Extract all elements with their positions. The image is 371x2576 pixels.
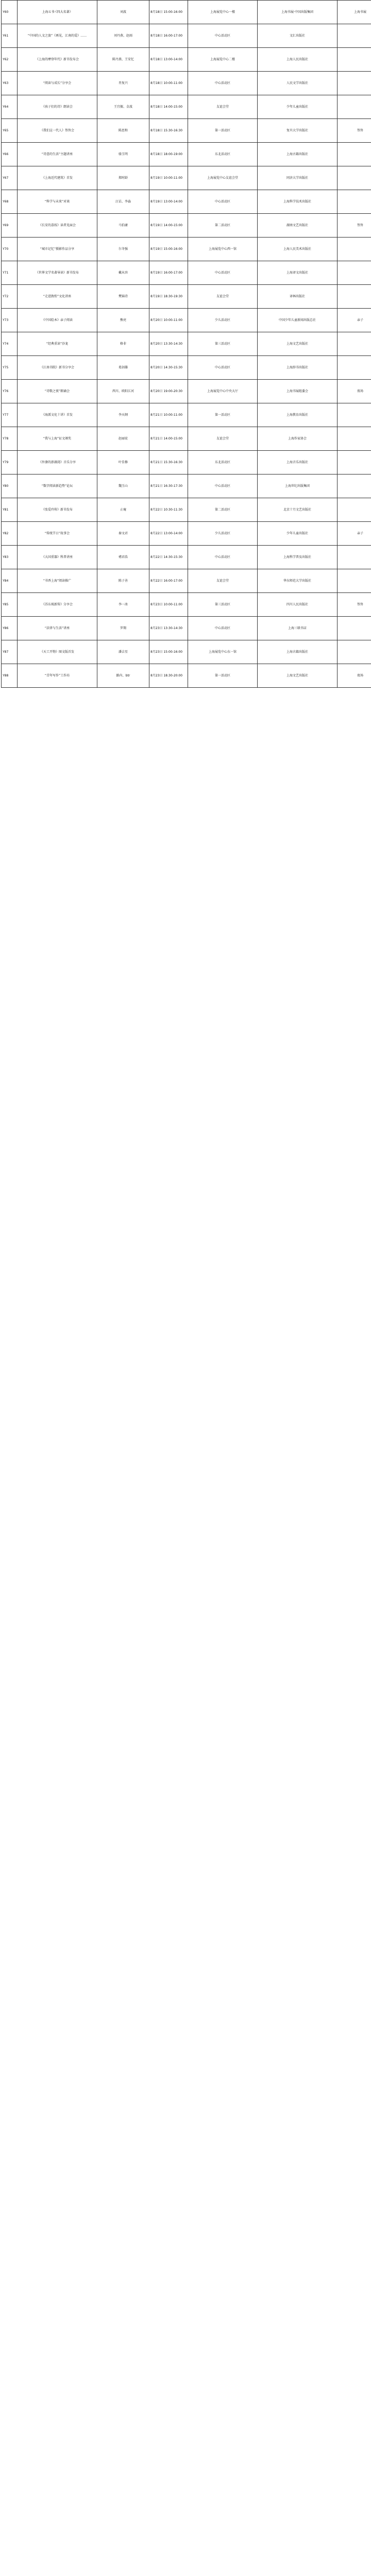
cell-time: 8月18日 13:00-14:00 bbox=[149, 48, 188, 72]
cell-title: “数字阅读新趋势”论坛 bbox=[18, 474, 97, 498]
cell-org: 上海文艺出版社 bbox=[258, 664, 338, 688]
cell-org: 上海音乐出版社 bbox=[258, 451, 338, 474]
cell-note bbox=[338, 617, 371, 640]
cell-guest: 止庵 bbox=[97, 498, 149, 522]
cell-time: 8月19日 18:30-19:30 bbox=[149, 285, 188, 309]
cell-guest: 汪诘、李淼 bbox=[97, 190, 149, 214]
cell-org: 北京十月文艺出版社 bbox=[258, 498, 338, 522]
cell-org: 上海古籍出版社 bbox=[258, 143, 338, 166]
cell-title: 《孩子们的诗》朗读会 bbox=[18, 95, 97, 119]
cell-venue: 第二活动区 bbox=[188, 498, 258, 522]
cell-guest: 格非 bbox=[97, 332, 149, 356]
cell-guest: 刘波 bbox=[97, 1, 149, 24]
cell-guest: 骆玉明 bbox=[97, 143, 149, 166]
cell-id: Y80 bbox=[2, 474, 18, 498]
cell-note: 上海书展 bbox=[338, 1, 371, 24]
cell-org: 上海书展·中国出版集团 bbox=[258, 1, 338, 24]
cell-id: Y61 bbox=[2, 24, 18, 48]
cell-note bbox=[338, 238, 371, 261]
cell-note bbox=[338, 498, 371, 522]
cell-title: 《外婆的澎湖湾》音乐分享 bbox=[18, 451, 97, 474]
cell-id: Y72 bbox=[2, 285, 18, 309]
cell-note: 签售 bbox=[338, 593, 371, 617]
cell-time: 8月23日 13:30-14:30 bbox=[149, 617, 188, 640]
cell-org: 上海译文出版社 bbox=[258, 261, 338, 285]
cell-title: 《海派文化十讲》首发 bbox=[18, 403, 97, 427]
cell-title: “书香上海”阅读推广 bbox=[18, 569, 97, 593]
cell-time: 8月19日 16:00-17:00 bbox=[149, 261, 188, 285]
cell-venue: 中心活动区 bbox=[188, 190, 258, 214]
cell-title: “经典重读”沙龙 bbox=[18, 332, 97, 356]
table-row bbox=[2, 522, 371, 546]
cell-id: Y68 bbox=[2, 190, 18, 214]
cell-guest: 王宜振、金波 bbox=[97, 95, 149, 119]
table-row bbox=[2, 332, 371, 356]
cell-title: “中国的人文之旅”《再见，江南的爱》…… bbox=[18, 24, 97, 48]
table-row bbox=[2, 95, 371, 119]
table-row bbox=[2, 24, 371, 48]
cell-time: 8月19日 10:00-11:00 bbox=[149, 166, 188, 190]
cell-title: “城市记忆”摄影作品分享 bbox=[18, 238, 97, 261]
cell-time: 8月20日 13:30-14:30 bbox=[149, 332, 188, 356]
cell-venue: 中心活动区 bbox=[188, 356, 258, 380]
table-row bbox=[2, 617, 371, 640]
cell-title: 上海五书·《四大名著》 bbox=[18, 1, 97, 24]
cell-note bbox=[338, 166, 371, 190]
cell-id: Y73 bbox=[2, 309, 18, 332]
cell-guest: 潘吉星 bbox=[97, 640, 149, 664]
cell-title: 《世界文学名著导读》新书发布 bbox=[18, 261, 97, 285]
cell-title: 《大国重器》科普讲座 bbox=[18, 546, 97, 569]
cell-org: 中国少年儿童新闻出版总社 bbox=[258, 309, 338, 332]
table-row bbox=[2, 569, 371, 593]
cell-id: Y76 bbox=[2, 380, 18, 403]
cell-time: 8月23日 15:00-16:00 bbox=[149, 640, 188, 664]
cell-time: 8月20日 10:00-11:00 bbox=[149, 309, 188, 332]
cell-title: 《上海的摩登年代》新书发布会 bbox=[18, 48, 97, 72]
cell-time: 8月18日 18:00-19:00 bbox=[149, 143, 188, 166]
cell-org: 上海辞书出版社 bbox=[258, 356, 338, 380]
cell-title: “诗意的生活”主题讲座 bbox=[18, 143, 97, 166]
cell-title: 《上海近代建筑》首发 bbox=[18, 166, 97, 190]
cell-venue: 上海展览中心西一馆 bbox=[188, 238, 258, 261]
cell-note bbox=[338, 474, 371, 498]
cell-time: 8月18日 16:00-17:00 bbox=[149, 24, 188, 48]
cell-guest: 陈思和 bbox=[97, 119, 149, 143]
table-row bbox=[2, 380, 371, 403]
cell-org: 上海古籍出版社 bbox=[258, 640, 338, 664]
cell-time: 8月21日 14:00-15:00 bbox=[149, 427, 188, 451]
table-row bbox=[2, 190, 371, 214]
table-row bbox=[2, 119, 371, 143]
cell-org: 上海人民美术出版社 bbox=[258, 238, 338, 261]
cell-guest: 秦文君 bbox=[97, 522, 149, 546]
cell-note: 签售 bbox=[338, 119, 371, 143]
cell-venue: 第一活动区 bbox=[188, 119, 258, 143]
cell-note bbox=[338, 403, 371, 427]
cell-time: 8月21日 15:30-16:30 bbox=[149, 451, 188, 474]
cell-id: Y66 bbox=[2, 143, 18, 166]
cell-id: Y70 bbox=[2, 238, 18, 261]
cell-title: “诗歌之夜”朗诵会 bbox=[18, 380, 97, 403]
cell-guest: 葛剑雄 bbox=[97, 356, 149, 380]
cell-guest: 肖复兴 bbox=[97, 72, 149, 95]
cell-venue: 第一活动区 bbox=[188, 403, 258, 427]
cell-org: 上海三联书店 bbox=[258, 617, 338, 640]
cell-id: Y86 bbox=[2, 617, 18, 640]
cell-venue: 友谊会堂 bbox=[188, 285, 258, 309]
cell-guest: 郑时龄 bbox=[97, 166, 149, 190]
event-schedule-table bbox=[1, 0, 371, 688]
cell-note bbox=[338, 546, 371, 569]
cell-id: Y85 bbox=[2, 593, 18, 617]
cell-org: 华东师范大学出版社 bbox=[258, 569, 338, 593]
cell-time: 8月22日 16:00-17:00 bbox=[149, 569, 188, 593]
cell-org: 人民文学出版社 bbox=[258, 72, 338, 95]
cell-venue: 中心活动区 bbox=[188, 72, 258, 95]
table-row bbox=[2, 143, 371, 166]
cell-guest: 魏玉山 bbox=[97, 474, 149, 498]
cell-title: 《张爱玲传》新书发布 bbox=[18, 498, 97, 522]
cell-id: Y69 bbox=[2, 214, 18, 238]
cell-title: “阅读与成长”分享会 bbox=[18, 72, 97, 95]
cell-guest: 熊亮 bbox=[97, 309, 149, 332]
cell-title: 《江南书院》新书分享会 bbox=[18, 356, 97, 380]
cell-guest: 西川、欧阳江河 bbox=[97, 380, 149, 403]
cell-time: 8月18日 14:00-15:00 bbox=[149, 95, 188, 119]
cell-time: 8月23日 18:30-20:00 bbox=[149, 664, 188, 688]
cell-note: 亲子 bbox=[338, 309, 371, 332]
cell-time: 8月21日 10:00-11:00 bbox=[149, 403, 188, 427]
cell-org: 湖南文艺出版社 bbox=[258, 214, 338, 238]
cell-note bbox=[338, 190, 371, 214]
cell-time: 8月18日 15:00-16:00 bbox=[149, 1, 188, 24]
cell-guest: 马伯庸 bbox=[97, 214, 149, 238]
cell-org: 少年儿童出版社 bbox=[258, 522, 338, 546]
cell-title: “青年写作”工作坊 bbox=[18, 664, 97, 688]
cell-venue: 中心活动区 bbox=[188, 617, 258, 640]
table-row bbox=[2, 72, 371, 95]
cell-note bbox=[338, 143, 371, 166]
cell-id: Y78 bbox=[2, 427, 18, 451]
cell-venue: 上海展览中心中央大厅 bbox=[188, 380, 258, 403]
cell-note bbox=[338, 261, 371, 285]
cell-id: Y74 bbox=[2, 332, 18, 356]
cell-note bbox=[338, 95, 371, 119]
cell-title: “传统节日”故事会 bbox=[18, 522, 97, 546]
table-row bbox=[2, 1, 371, 24]
cell-time: 8月22日 10:30-11:30 bbox=[149, 498, 188, 522]
cell-org: 少年儿童出版社 bbox=[258, 95, 338, 119]
cell-note bbox=[338, 285, 371, 309]
cell-time: 8月22日 13:00-14:00 bbox=[149, 522, 188, 546]
cell-id: Y62 bbox=[2, 48, 18, 72]
schedule-sheet bbox=[1, 0, 370, 688]
cell-id: Y67 bbox=[2, 166, 18, 190]
table-row bbox=[2, 166, 371, 190]
cell-note: 夜场 bbox=[338, 380, 371, 403]
cell-venue: 中心活动区 bbox=[188, 546, 258, 569]
cell-guest: 陈丹燕、王安忆 bbox=[97, 48, 149, 72]
cell-title: “科学与未来”对谈 bbox=[18, 190, 97, 214]
cell-note: 签售 bbox=[338, 214, 371, 238]
cell-org: 同济大学出版社 bbox=[258, 166, 338, 190]
cell-venue: 友谊会堂 bbox=[188, 95, 258, 119]
cell-org: 上海作家协会 bbox=[258, 427, 338, 451]
cell-guest: 陈子善 bbox=[97, 569, 149, 593]
cell-org: 译林出版社 bbox=[258, 285, 338, 309]
cell-id: Y65 bbox=[2, 119, 18, 143]
cell-venue: 少儿活动区 bbox=[188, 309, 258, 332]
cell-org: 文汇出版社 bbox=[258, 24, 338, 48]
cell-guest: 褚君浩 bbox=[97, 546, 149, 569]
cell-venue: 东北活动区 bbox=[188, 451, 258, 474]
cell-id: Y60 bbox=[2, 1, 18, 24]
cell-venue: 友谊会堂 bbox=[188, 569, 258, 593]
cell-time: 8月19日 13:00-14:00 bbox=[149, 190, 188, 214]
cell-title: “我与上海”征文颁奖 bbox=[18, 427, 97, 451]
cell-title: “走进敦煌”文化讲座 bbox=[18, 285, 97, 309]
cell-venue: 第三活动区 bbox=[188, 332, 258, 356]
cell-id: Y87 bbox=[2, 640, 18, 664]
table-row bbox=[2, 498, 371, 522]
cell-id: Y88 bbox=[2, 664, 18, 688]
cell-venue: 上海展览中心友谊会堂 bbox=[188, 166, 258, 190]
cell-note bbox=[338, 427, 371, 451]
cell-guest: 叶佳修 bbox=[97, 451, 149, 474]
cell-time: 8月20日 19:00-20:30 bbox=[149, 380, 188, 403]
cell-venue: 上海展览中心一楼 bbox=[188, 1, 258, 24]
cell-note bbox=[338, 332, 371, 356]
cell-title: 《天工开物》图文版首发 bbox=[18, 640, 97, 664]
cell-note bbox=[338, 356, 371, 380]
cell-time: 8月22日 14:30-15:30 bbox=[149, 546, 188, 569]
cell-guest: 李天纲 bbox=[97, 403, 149, 427]
cell-org: 上海科学普及出版社 bbox=[258, 546, 338, 569]
cell-venue: 中心活动区 bbox=[188, 261, 258, 285]
cell-time: 8月18日 15:30-16:30 bbox=[149, 119, 188, 143]
cell-note bbox=[338, 24, 371, 48]
cell-guest: 戴从容 bbox=[97, 261, 149, 285]
table-row bbox=[2, 546, 371, 569]
cell-guest: 刘丹燕、赵雨 bbox=[97, 24, 149, 48]
cell-note bbox=[338, 48, 371, 72]
table-row bbox=[2, 474, 371, 498]
cell-note bbox=[338, 72, 371, 95]
table-row bbox=[2, 640, 371, 664]
table-row bbox=[2, 664, 371, 688]
table-row bbox=[2, 593, 371, 617]
cell-id: Y63 bbox=[2, 72, 18, 95]
table-row bbox=[2, 356, 371, 380]
cell-id: Y77 bbox=[2, 403, 18, 427]
cell-org: 上海世纪出版集团 bbox=[258, 474, 338, 498]
cell-time: 8月23日 10:00-11:00 bbox=[149, 593, 188, 617]
cell-venue: 少儿活动区 bbox=[188, 522, 258, 546]
cell-org: 四川人民出版社 bbox=[258, 593, 338, 617]
table-row bbox=[2, 238, 371, 261]
cell-id: Y81 bbox=[2, 498, 18, 522]
cell-time: 8月20日 14:30-15:30 bbox=[149, 356, 188, 380]
cell-time: 8月19日 14:00-15:00 bbox=[149, 214, 188, 238]
cell-id: Y83 bbox=[2, 546, 18, 569]
cell-venue: 第一活动区 bbox=[188, 664, 258, 688]
cell-time: 8月18日 10:00-11:00 bbox=[149, 72, 188, 95]
cell-guest: 樊锦诗 bbox=[97, 285, 149, 309]
cell-id: Y75 bbox=[2, 356, 18, 380]
cell-note bbox=[338, 569, 371, 593]
cell-org: 上海教育出版社 bbox=[258, 403, 338, 427]
cell-title: 《中国绘本》亲子阅读 bbox=[18, 309, 97, 332]
table-row bbox=[2, 403, 371, 427]
cell-title: 《我们这一代人》签售会 bbox=[18, 119, 97, 143]
cell-guest: 李一冰 bbox=[97, 593, 149, 617]
table-row bbox=[2, 285, 371, 309]
cell-title: “法律与生活”讲座 bbox=[18, 617, 97, 640]
cell-org: 上海文艺出版社 bbox=[258, 332, 338, 356]
table-row bbox=[2, 48, 371, 72]
cell-venue: 中心活动区 bbox=[188, 474, 258, 498]
table-row bbox=[2, 214, 371, 238]
cell-org: 上海人民出版社 bbox=[258, 48, 338, 72]
table-row bbox=[2, 261, 371, 285]
cell-org: 上海科学技术出版社 bbox=[258, 190, 338, 214]
cell-note bbox=[338, 451, 371, 474]
cell-title: 《长安的荔枝》读者见面会 bbox=[18, 214, 97, 238]
cell-guest: 罗翔 bbox=[97, 617, 149, 640]
cell-venue: 第二活动区 bbox=[188, 214, 258, 238]
cell-id: Y79 bbox=[2, 451, 18, 474]
table-row bbox=[2, 427, 371, 451]
cell-org: 复旦大学出版社 bbox=[258, 119, 338, 143]
cell-note bbox=[338, 640, 371, 664]
cell-venue: 东北活动区 bbox=[188, 143, 258, 166]
cell-guest: 路内、btr bbox=[97, 664, 149, 688]
cell-venue: 中心活动区 bbox=[188, 24, 258, 48]
cell-note: 夜场 bbox=[338, 664, 371, 688]
cell-venue: 上海展览中心二楼 bbox=[188, 48, 258, 72]
cell-guest: 赵丽宏 bbox=[97, 427, 149, 451]
cell-time: 8月19日 15:00-16:00 bbox=[149, 238, 188, 261]
cell-time: 8月21日 16:30-17:30 bbox=[149, 474, 188, 498]
cell-venue: 友谊会堂 bbox=[188, 427, 258, 451]
cell-org: 上海书展组委会 bbox=[258, 380, 338, 403]
table-row bbox=[2, 451, 371, 474]
cell-venue: 第三活动区 bbox=[188, 593, 258, 617]
cell-id: Y64 bbox=[2, 95, 18, 119]
cell-venue: 上海展览中心东一馆 bbox=[188, 640, 258, 664]
table-body bbox=[2, 1, 371, 688]
table-row bbox=[2, 309, 371, 332]
cell-title: 《苏东坡新传》分享会 bbox=[18, 593, 97, 617]
cell-note: 亲子 bbox=[338, 522, 371, 546]
cell-id: Y82 bbox=[2, 522, 18, 546]
cell-guest: 尔冬强 bbox=[97, 238, 149, 261]
cell-id: Y84 bbox=[2, 569, 18, 593]
cell-id: Y71 bbox=[2, 261, 18, 285]
